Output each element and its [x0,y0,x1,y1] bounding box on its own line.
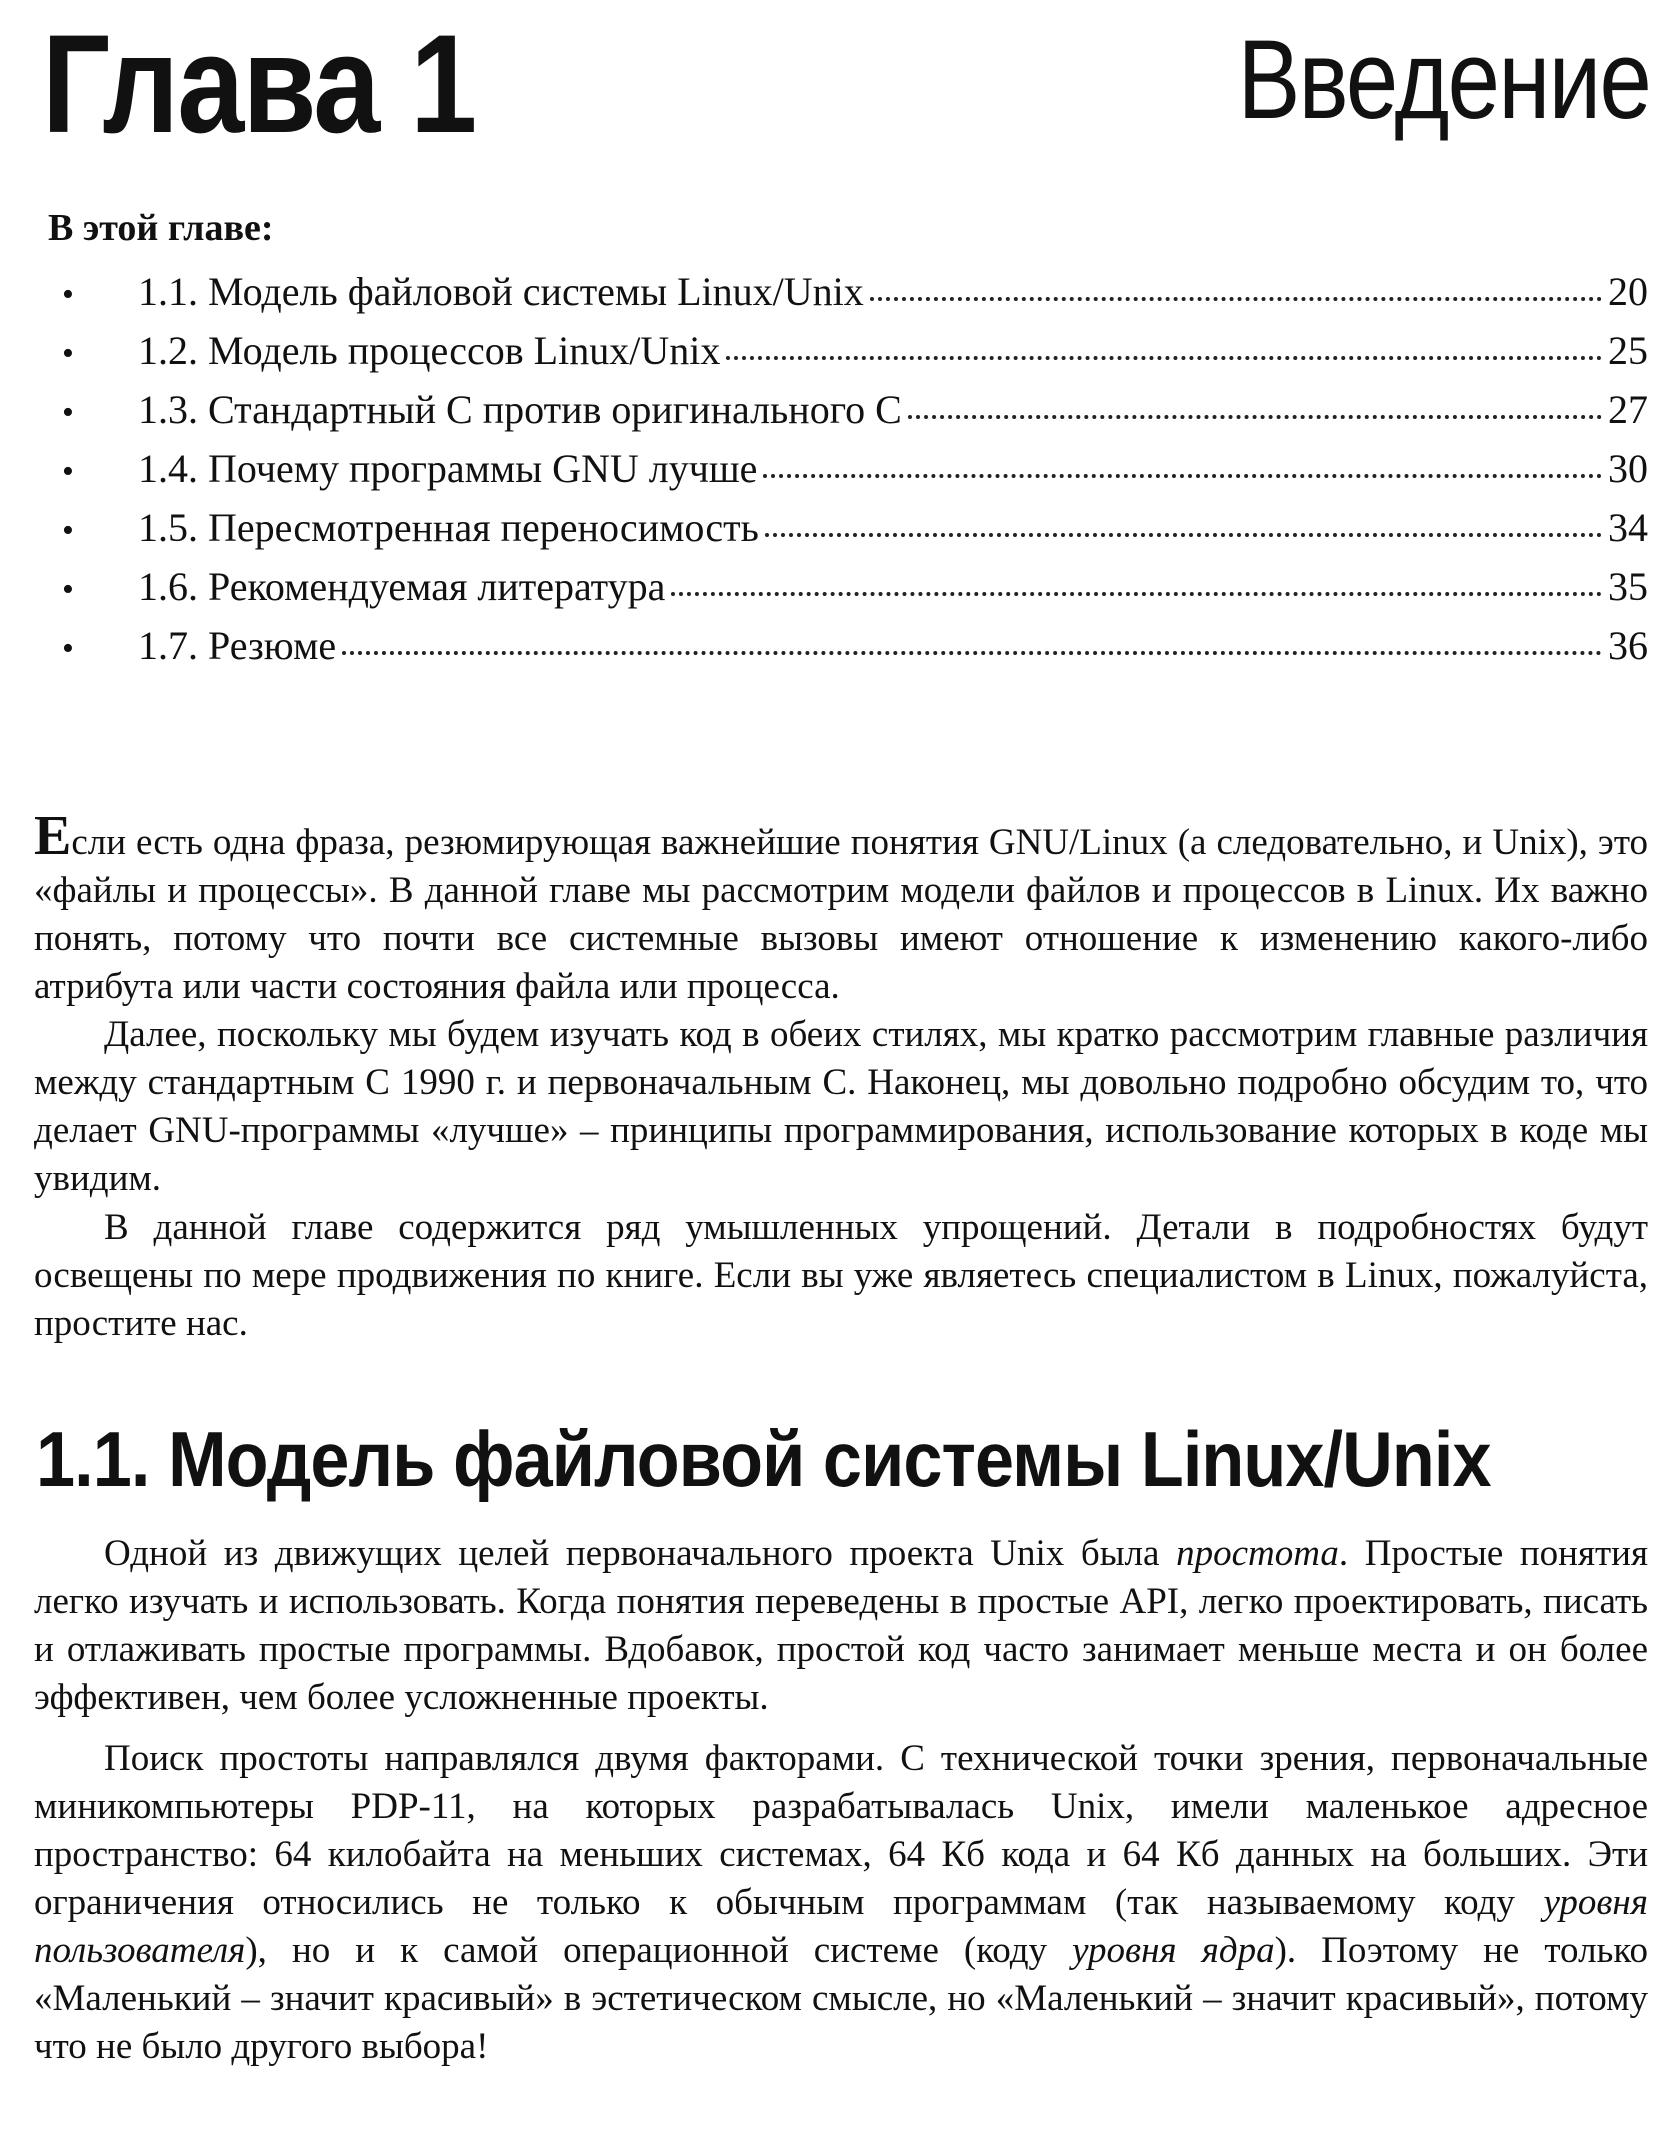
section-paragraph-2-start: Поиск простоты направлялся двумя факторами. С технической точки зрения, первоначальные миникомпьютеры PDP-11, на которых разрабатывалась Unix, имели маленькое адресное пространство: 64 килобайта на меньших системах, 64 Кб кода и 64 Кб данных на больших. Эти ограничения относились не только к обычным программам (так называемому коду [34,1738,1648,1923]
bullet-icon: • [62,394,74,431]
toc-item [34,262,1648,321]
toc-item [34,321,1648,380]
toc-leader-dots [765,523,1602,537]
emphasis-text: уровня пользователя [34,1882,1648,1971]
bullet-icon: • [62,453,74,490]
section-paragraph-2-end: ). Поэтому не только «Маленький – значит красивый» в эстетическом смысле, но «Маленький – значит красивый», потому что не было другого выбора! [34,1930,1649,2067]
toc-leader-dots [726,346,1602,360]
intro-paragraph-2: Далее, поскольку мы будем изучать код в обеих стилях, мы кратко рассмотрим главные различия между стандартным С 1990 г. и первоначальным С. Наконец, мы довольно подробно обсудим то, что делает GNU-программы «лучше» – принципы программирования, использование которых в коде мы увидим. [34,1014,1648,1199]
section-paragraph-1 [34,1530,1648,1722]
section-paragraph-2-middle: ), но и к самой операционной системе (коду [245,1930,1073,1971]
toc-item-label: 1.5. Пересмотренная переносимость [138,505,759,550]
emphasis-text: простота [1176,1533,1339,1574]
toc-page-number: 35 [1608,564,1648,609]
toc-leader-dots [870,287,1602,301]
toc-item-label: 1.3. Стандартный С против оригинального С [138,387,902,432]
intro-paragraph-3: В данной главе содержится ряд умышленных упрощений. Детали в подробностях будут освещены по мере продвижения по книге. Если вы уже являетесь специалистом в Linux, пожалуйста, простите нас. [34,1207,1648,1344]
toc-leader-dots [763,464,1602,478]
toc-item [34,557,1648,616]
toc-page-number: 20 [1608,269,1648,314]
toc-item-label: 1.1. Модель файловой системы Linux/Unix [138,269,864,314]
toc-item [34,439,1648,498]
toc-page-number: 36 [1608,623,1648,668]
section-paragraph-1-end: . Простые понятия легко изучать и использовать. Когда понятия переведены в простые API, легко проектировать, писать и отлаживать простые программы. Вдобавок, простой код часто занимает меньше места и он более эффективен, чем более усложненные проекты. [34,1533,1648,1718]
toc-leader-dots [671,582,1602,596]
drop-cap-letter: Е [34,805,72,867]
intro-paragraph-1-text: сли есть одна фраза, резюмирующая важнейшие понятия GNU/Linux (а следовательно, и Unix), это «файлы и процессы». В данной главе мы рассмотрим модели файлов и процессов в Linux. Их важно понять, потому что почти все системные вызовы имеют отношение к изменению какого-либо атрибута или части состояния файла или процесса. [34,822,1648,1007]
toc-page-number: 27 [1608,387,1648,432]
toc-leader-dots [342,641,1602,655]
chapter-number: Глава 1 [42,5,476,162]
section-paragraph-1-start: Одной из движущих целей первоначального проекта Unix была [104,1533,1177,1574]
bullet-icon: • [62,276,74,313]
bullet-icon: • [62,630,74,667]
section-paragraph-2 [34,1735,1648,2071]
toc-leader-dots [908,405,1602,419]
toc-item-label: 1.4. Почему программы GNU лучше [138,446,758,491]
section-heading: 1.1. Модель файловой системы Linux/Unix [36,1415,1491,1503]
toc-item [34,616,1648,675]
toc-page-number: 30 [1608,446,1648,491]
bullet-icon: • [62,335,74,372]
bullet-icon: • [62,512,74,549]
chapter-title: Введение [1237,17,1650,142]
toc-item [34,498,1648,557]
toc-item-label: 1.7. Резюме [138,623,337,668]
toc-page-number: 34 [1608,505,1648,550]
toc-item-label: 1.6. Рекомендуемая литература [138,564,666,609]
book-page [34,0,1654,2140]
bullet-icon: • [62,571,74,608]
toc-heading: В этой главе: [48,207,274,249]
toc-list [34,262,1648,675]
toc-page-number: 25 [1608,328,1648,373]
toc-item [34,380,1648,439]
emphasis-text: уровня ядра [1072,1930,1275,1971]
intro-paragraph-1 [34,805,1648,1011]
toc-item-label: 1.2. Модель процессов Linux/Unix [138,328,721,373]
